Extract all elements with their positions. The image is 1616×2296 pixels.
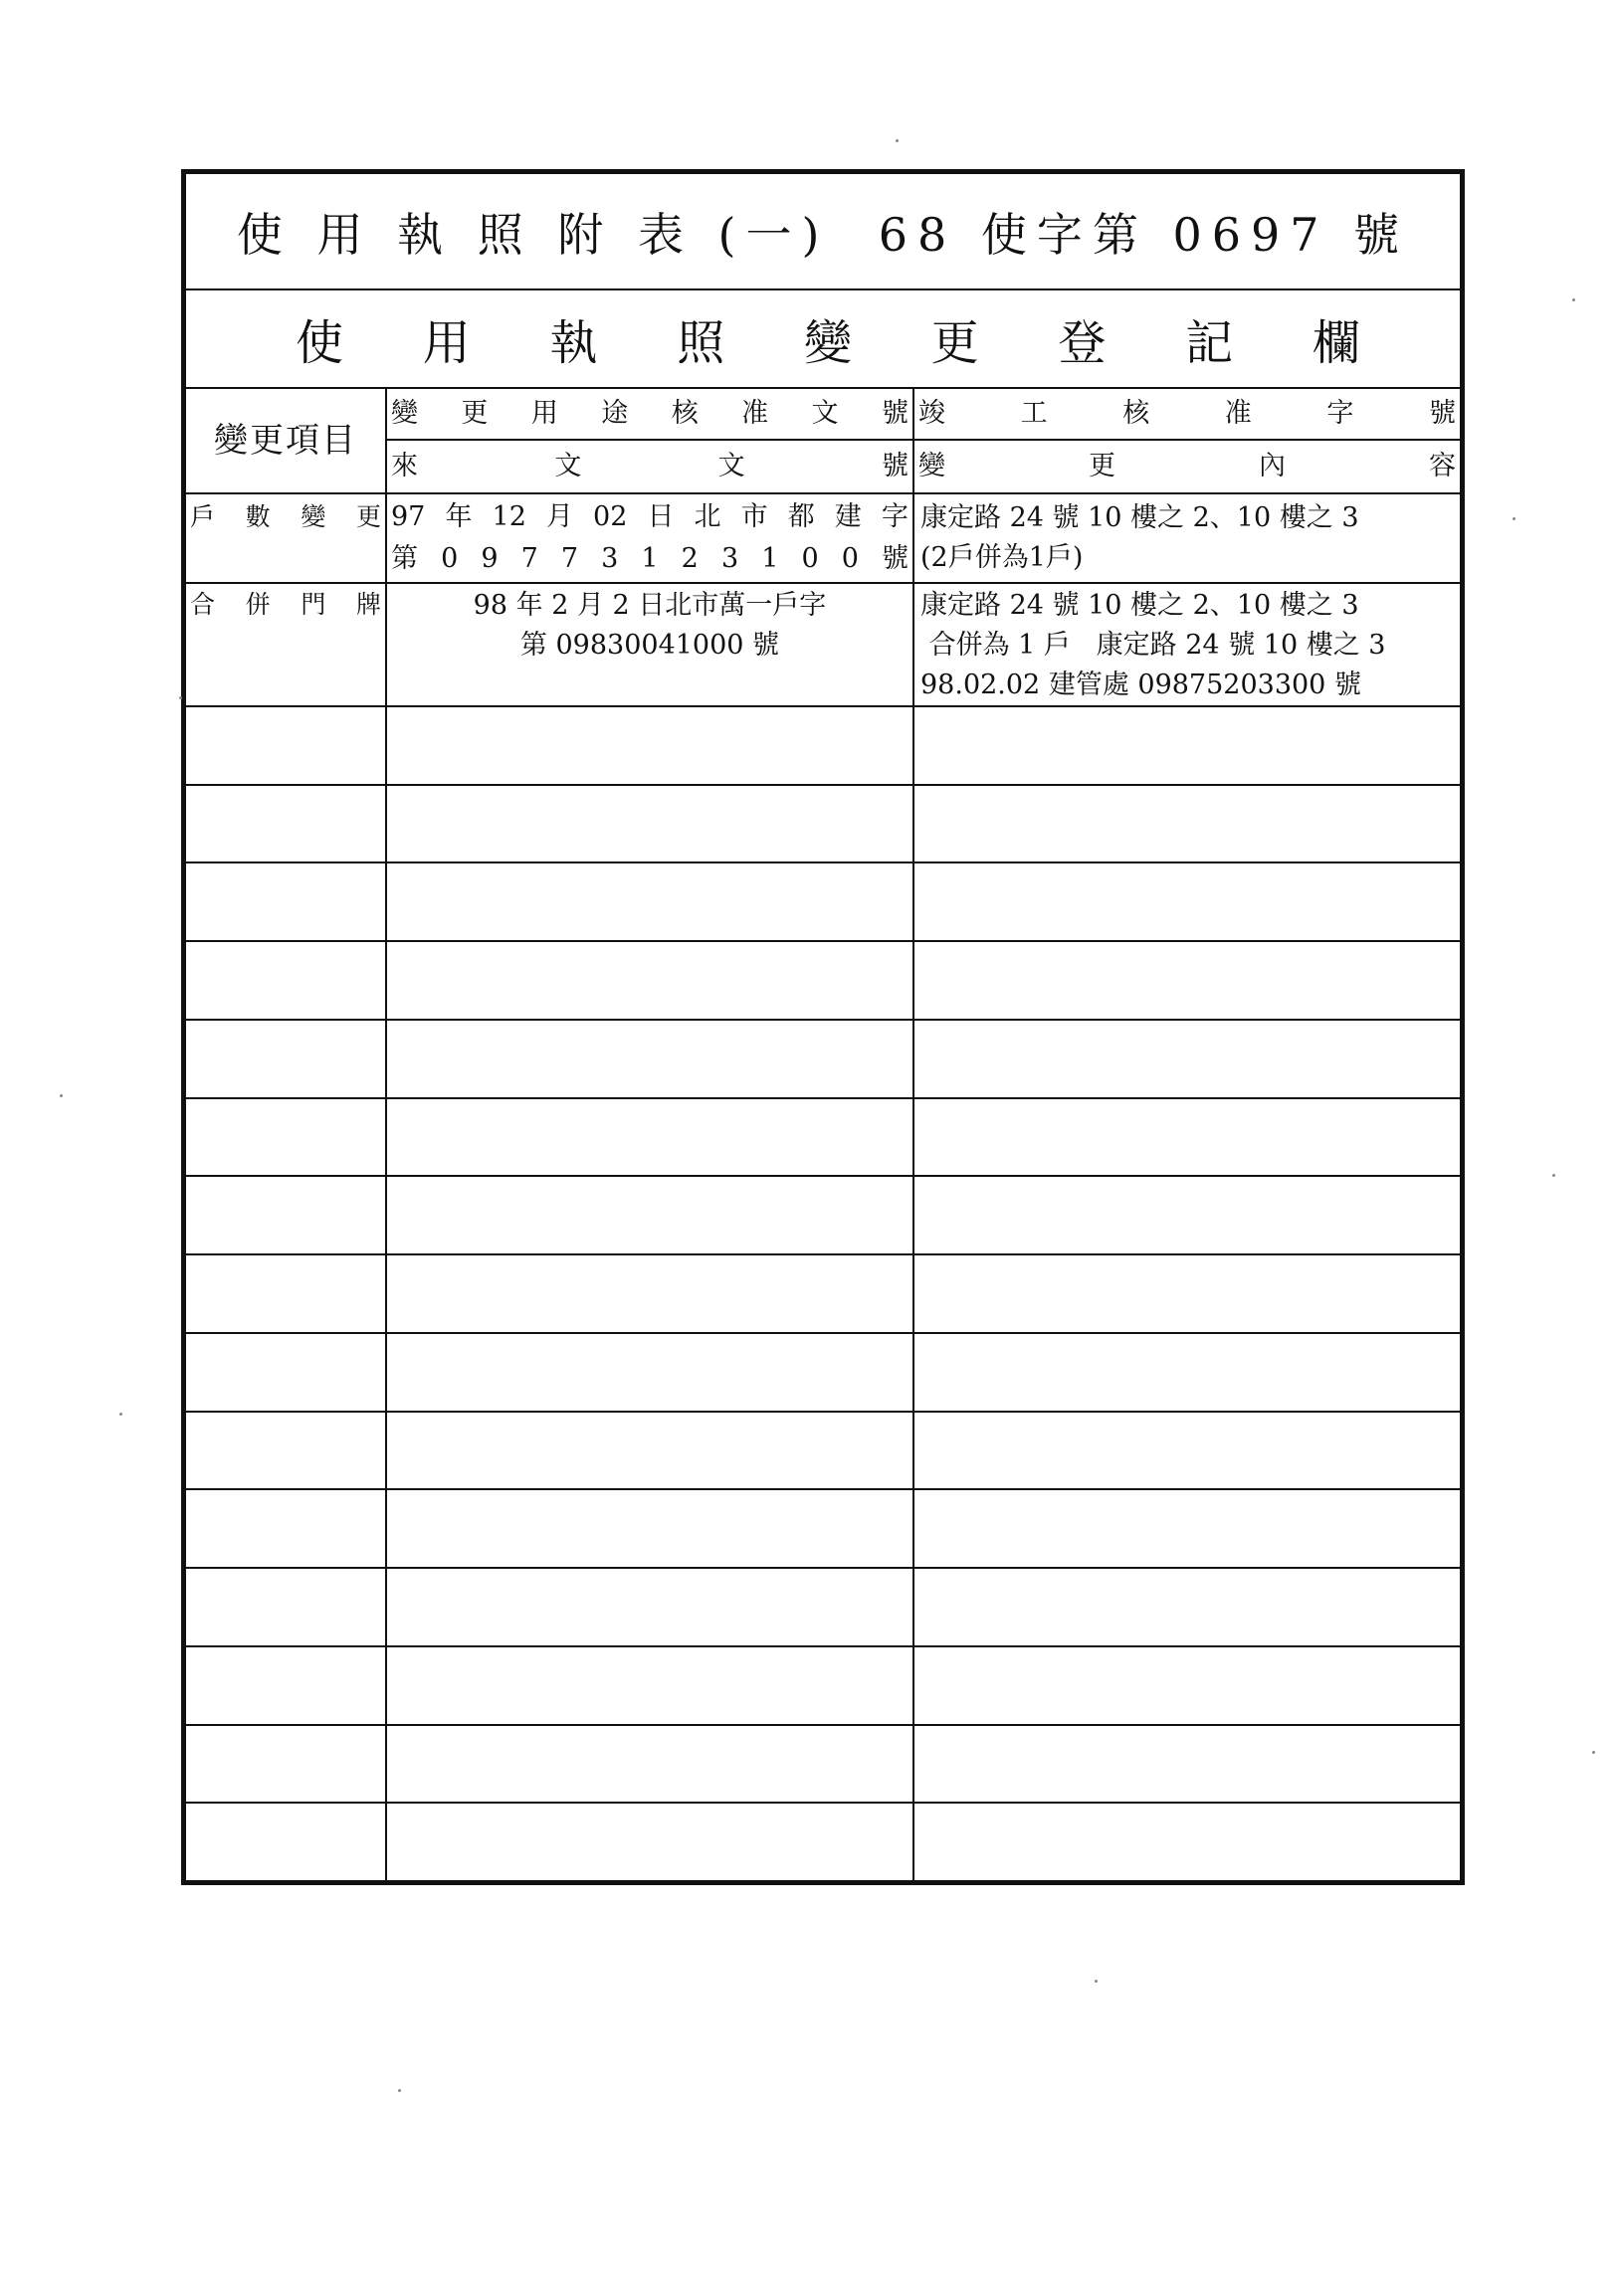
row-divider <box>186 784 1460 786</box>
content-line: 合併為 1 戶 康定路 24 號 10 樓之 3 <box>920 630 1386 661</box>
header-approval-doc-no <box>387 389 912 439</box>
row-doc-merge <box>387 582 912 705</box>
row-char: 變 <box>301 501 326 531</box>
row-divider <box>186 1802 1460 1804</box>
content-line: (2戶併為1戶) <box>920 542 1084 573</box>
column-divider <box>385 389 387 1880</box>
subtitle-char: 更 <box>930 315 979 371</box>
doc-char: 7 <box>560 543 579 575</box>
row-divider <box>186 1567 1460 1569</box>
content-line: 康定路 24 號 10 樓之 2、10 樓之 3 <box>920 590 1359 621</box>
doc-line: 第 09830041000 號 <box>519 630 780 661</box>
row-char: 併 <box>245 589 271 619</box>
row-divider <box>186 861 1460 863</box>
content-line: 98.02.02 建管處 09875203300 號 <box>920 670 1361 700</box>
doc-char: 號 <box>882 543 909 575</box>
row-divider <box>186 1332 1460 1334</box>
row-item-merge-address <box>186 584 385 626</box>
header-char: 用 <box>530 398 558 430</box>
header-completion-approval-no <box>914 389 1460 439</box>
header-char: 號 <box>1428 398 1456 430</box>
doc-char: 1 <box>761 543 779 575</box>
header-char: 文 <box>554 451 582 482</box>
scan-speck <box>1513 517 1515 520</box>
row-divider <box>186 940 1460 942</box>
header-char: 號 <box>881 451 909 482</box>
row-char: 門 <box>301 589 326 619</box>
header-char: 文 <box>811 398 839 430</box>
row-change-content <box>914 494 1460 582</box>
doc-char: 年 <box>445 501 473 533</box>
row-doc-line1 <box>387 496 912 538</box>
row-divider <box>186 1253 1460 1255</box>
doc-char: 字 <box>881 501 909 533</box>
row-item-household-change <box>186 496 385 538</box>
doc-char: 97 <box>391 501 426 533</box>
row-divider <box>186 1724 1460 1726</box>
header-char: 號 <box>881 398 909 430</box>
doc-char: 12 <box>492 501 526 533</box>
row-char: 合 <box>190 589 216 619</box>
header-char: 變 <box>391 398 418 430</box>
header-char: 核 <box>1122 398 1150 430</box>
header-change-content <box>914 441 1460 492</box>
scan-speck <box>1572 298 1575 301</box>
doc-char: 日 <box>647 501 675 533</box>
doc-char: 02 <box>593 501 628 533</box>
doc-char: 3 <box>720 543 739 575</box>
row-divider <box>186 1097 1460 1099</box>
row-char: 數 <box>245 501 271 531</box>
doc-char: 都 <box>787 501 815 533</box>
header-char: 更 <box>1089 451 1115 482</box>
form-subtitle <box>186 290 1460 387</box>
header-char: 內 <box>1259 451 1286 482</box>
header-char: 更 <box>461 398 489 430</box>
scan-speck <box>1552 1174 1555 1177</box>
scan-speck <box>1592 1751 1595 1754</box>
header-char: 字 <box>1326 398 1354 430</box>
row-divider <box>186 1645 1460 1647</box>
row-divider <box>186 1411 1460 1413</box>
doc-char: 市 <box>740 501 768 533</box>
header-char: 准 <box>1224 398 1252 430</box>
header-char: 途 <box>601 398 629 430</box>
header-split-line <box>385 439 1460 441</box>
header-char: 工 <box>1020 398 1048 430</box>
header-change-item: 變更項目 <box>214 421 357 461</box>
header-char: 變 <box>918 451 945 482</box>
row-divider <box>186 1175 1460 1177</box>
doc-char: 9 <box>481 543 499 575</box>
row-change-content-merge <box>914 582 1460 705</box>
scan-speck <box>896 139 899 142</box>
doc-char: 0 <box>841 543 859 575</box>
row-char: 牌 <box>355 589 381 619</box>
subtitle-char: 登 <box>1058 315 1107 371</box>
row-divider <box>186 1488 1460 1490</box>
subtitle-char: 欄 <box>1312 315 1360 371</box>
header-incoming-doc-no <box>387 441 912 492</box>
scan-speck <box>119 1413 122 1416</box>
form-title: 使 用 執 照 附 表 (一) 68 使字第 0697 號 <box>236 207 1410 262</box>
doc-char: 7 <box>520 543 538 575</box>
scan-speck <box>398 2089 401 2092</box>
doc-char: 北 <box>694 501 721 533</box>
doc-char: 3 <box>601 543 619 575</box>
doc-char: 月 <box>545 501 573 533</box>
subtitle-char: 變 <box>803 315 852 371</box>
header-char: 容 <box>1429 451 1456 482</box>
subtitle-char: 執 <box>549 315 598 371</box>
header-char: 准 <box>741 398 769 430</box>
header-char: 竣 <box>918 398 945 430</box>
subtitle-char: 記 <box>1185 315 1234 371</box>
subtitle-char: 照 <box>677 315 725 371</box>
scan-speck <box>179 696 182 699</box>
column-divider <box>912 389 914 1880</box>
row-divider <box>186 1019 1460 1021</box>
doc-char: 0 <box>801 543 819 575</box>
header-char: 來 <box>391 451 418 482</box>
doc-char: 1 <box>641 543 659 575</box>
doc-char: 2 <box>681 543 699 575</box>
header-char: 文 <box>717 451 745 482</box>
doc-char: 0 <box>441 543 459 575</box>
scan-speck <box>1095 1980 1098 1983</box>
row-divider <box>186 705 1460 707</box>
content-line: 康定路 24 號 10 樓之 2、10 樓之 3 <box>920 502 1359 533</box>
row-divider <box>186 582 1460 584</box>
row-divider <box>186 492 1460 494</box>
row-char: 更 <box>355 501 381 531</box>
row-char: 戶 <box>190 501 216 531</box>
row-doc-line2 <box>387 538 912 580</box>
scan-speck <box>60 1094 63 1097</box>
subtitle-char: 用 <box>422 315 471 371</box>
usage-permit-form <box>181 169 1465 1885</box>
subtitle-char: 使 <box>296 315 344 371</box>
header-char: 核 <box>671 398 699 430</box>
doc-char: 第 <box>391 543 418 575</box>
doc-char: 建 <box>834 501 862 533</box>
doc-line: 98 年 2 月 2 日北市萬一戶字 <box>473 590 827 621</box>
